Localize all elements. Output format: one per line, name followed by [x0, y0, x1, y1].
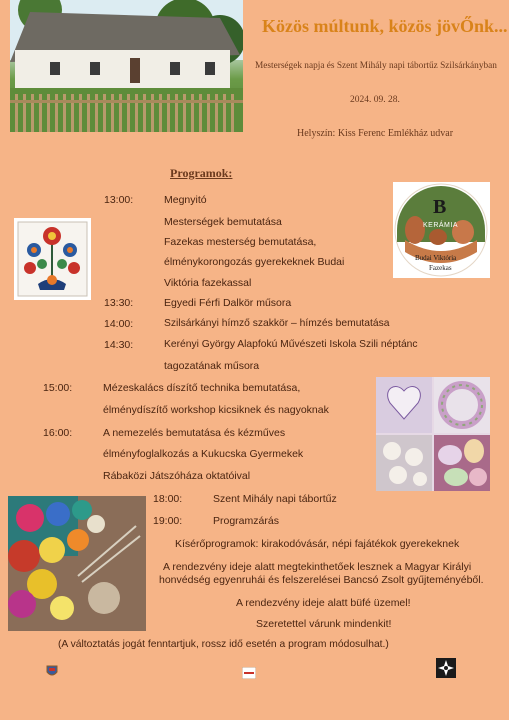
ceramics-logo: [393, 182, 490, 278]
program-dance-2: tagozatának műsora: [164, 360, 260, 372]
program-time-1900: 19:00:: [153, 515, 183, 527]
felt-balls-photo: [8, 496, 146, 631]
ceramics-logo-letter: B: [433, 196, 447, 218]
ceramics-logo-brand: KERÁMIA: [423, 222, 459, 229]
program-time-1430: 14:30:: [104, 339, 134, 351]
farmhouse-photo: [10, 0, 243, 132]
event-title: Közös múltunk, közös jövŐnk...: [262, 16, 508, 36]
exhibit-note-line-1: A rendezvény ideje alatt megtekinthetőek lesznek a Magyar Királyi: [163, 561, 472, 573]
event-location: Helyszín: Kiss Ferenc Emlékház udvar: [297, 128, 454, 139]
program-choir: Egyedi Férfi Dalkör műsora: [164, 297, 292, 309]
ceramics-logo-name: Budai Viktória: [415, 254, 457, 262]
program-embroidery: Szilsárkányi hímző szakkör – hímzés bemutatása: [164, 318, 390, 329]
program-time-1500: 15:00:: [43, 382, 73, 394]
program-crafts-3: élménykorongozás gyerekeknek Budai: [164, 256, 345, 268]
disclaimer-note: (A változtatás jogát fenntartjuk, rossz idő esetén a program módosulhat.): [58, 639, 389, 650]
program-felting-2: élményfoglalkozás a Kukucska Gyermekek: [103, 448, 304, 460]
coat-of-arms-logo: [45, 663, 59, 675]
program-crafts-4: Viktória fazekassal: [164, 277, 252, 289]
side-programs-note: Kísérőprogramok: kirakodóvásár, népi fajátékok gyerekeknek: [175, 538, 460, 550]
welcome-note: Szeretettel várunk mindenkit!: [256, 618, 392, 630]
event-date: 2024. 09. 28.: [350, 95, 400, 105]
program-time-1800: 18:00:: [153, 493, 183, 505]
program-time-1600: 16:00:: [43, 427, 73, 439]
gingerbread-cookies-photo: [376, 377, 490, 491]
programs-heading: Programok:: [170, 166, 233, 180]
buffet-note: A rendezvény ideje alatt büfé üzemel!: [236, 597, 411, 609]
pattern-logo: [436, 658, 456, 678]
exhibit-note-line-2: honvédség egyenruhái és felszerelései Bancsó Zsolt gyűjteményéből.: [159, 574, 484, 586]
sponsor-logo: [242, 664, 256, 676]
ceramics-logo-role: Fazekas: [429, 264, 452, 272]
program-time-1330: 13:30:: [104, 297, 134, 309]
event-subtitle: Mesterségek napja és Szent Mihály napi tábortűz Szilsárkányban: [255, 61, 497, 71]
program-bonfire: Szent Mihály napi tábortűz: [213, 493, 337, 505]
program-closing: Programzárás: [213, 515, 279, 527]
program-time-1300: 13:00:: [104, 194, 134, 206]
program-dance-1: Kerényi György Alapfokú Művészeti Iskola Szili néptánc: [164, 339, 418, 350]
program-opening: Megnyitó: [164, 194, 207, 206]
program-crafts-1: Mesterségek bemutatása: [164, 216, 282, 228]
program-crafts-2: Fazekas mesterség bemutatása,: [164, 236, 317, 248]
program-gingerbread-2: élménydíszítő workshop kicsiknek és nagyoknak: [103, 404, 329, 416]
program-felting-3: Rábaközi Játszóháza oktatóival: [103, 470, 251, 482]
program-gingerbread-1: Mézeskalács díszítő technika bemutatása,: [103, 382, 301, 394]
embroidery-image: [14, 218, 91, 300]
program-felting-1: A nemezelés bemutatása és kézműves: [103, 427, 286, 439]
program-time-1400: 14:00:: [104, 318, 134, 330]
